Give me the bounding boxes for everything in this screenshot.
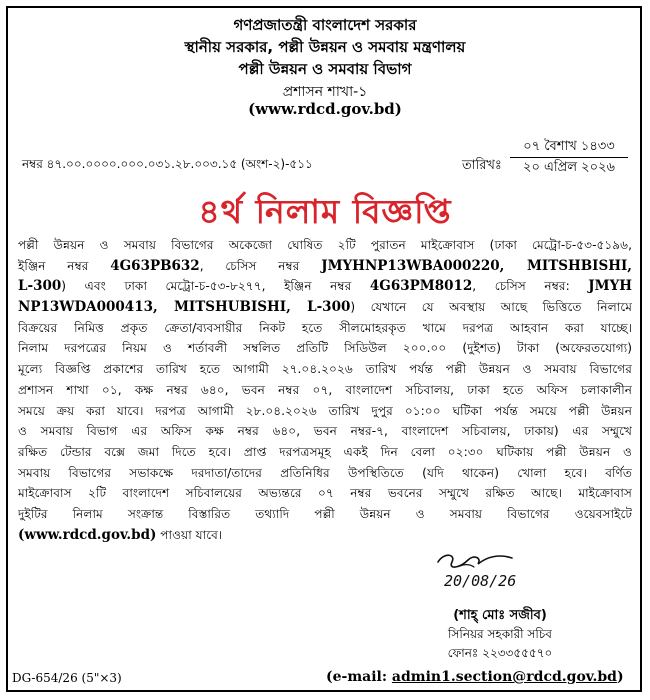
body-line: সমবায় বিভাগের সভাকক্ষে দরদাতা/তাদের প্রতিনিধির উপস্থিতিতে (যদি থাকেন) খোলা হবে। বর্ণিত — [18, 465, 632, 480]
body-line: মূল্যে বিজ্ঞপ্তি প্রকাশের তারিখ হতে আগামী ২৭.০৪.২০২৬ তারিখ পর্যন্ত পল্লী উন্নয়ন ও সমবায় বিভাগের — [18, 362, 632, 377]
body-line: দুইটির নিলাম সংক্রান্ত বিস্তারিত তথ্যাদি পল্লী উন্নয়ন ও সমবায় বিভাগের ওয়েবসাইটে — [18, 506, 632, 521]
signatory-designation: সিনিয়র সহকারী সচিব — [448, 627, 552, 641]
body-line: সময়ে ক্রয় করা যাবে। দরপত্র আগামী ২৮.০৪.২০২৬ তারিখ দুপুর ০১:০০ ঘটিকা পর্যন্ত সময়ে পল্লী উন্নয়ন — [18, 403, 632, 418]
signatory-phone: ফোনঃ ২২৩৩৫৫৫৭০ — [447, 646, 553, 660]
reference-number: নম্বর ৪৭.০০.০০০০.০০০.০৩১.২৮.০০৩.১৫ (অংশ-২)-৫১১ — [22, 157, 313, 171]
body-line: (www.rdcd.gov.bd) পাওয়া যাবে। — [18, 526, 223, 543]
signatory-name: (শাহ্ মোঃ সজীব) — [453, 608, 547, 623]
signature-date: 20/08/26 — [444, 572, 517, 590]
date-label: তারিখঃ — [462, 158, 502, 173]
body-line: রক্ষিত টেন্ডার বক্সে জমা দিতে হবে। প্রাপ্ত দরপত্রসমূহ একই দিন বেলা ০২:৩০ ঘটিকায় পল্লী উন্নয়ন ও — [18, 444, 632, 459]
email-link[interactable]: admin1.section@rdcd.gov.bd — [391, 669, 617, 685]
contact-email: (e-mail: admin1.section@rdcd.gov.bd) — [326, 669, 624, 685]
body-line: L-300) এবং ঢাকা মেট্রো-চ-৫৩-৮২৭৭, ইঞ্জিন নম্বর 4G63PM8012, চেসিস নম্বর: JMYH — [18, 278, 632, 295]
body-line: প্রশাসন শাখা ০১, কক্ষ নম্বর ৬৪০, ভবন নম্বর ০৭, বাংলাদেশ সচিবালয়, ঢাকা হতে অফিস চলাকালীন — [18, 382, 632, 397]
body-line: নিলাম দরপত্রের নিয়ম ও শর্তাবলী সম্বলিত প্রতিটি সিডিউল ২০০.০০ (দুইশত) টাকা (অফেরতযোগ্য) — [18, 341, 632, 356]
notice-body — [18, 235, 632, 545]
body-line: মাইক্রোবাস ২টি বাংলাদেশ সচিবালয়ের অভ্যন্তরে ০৭ নম্বর ভবনের সম্মুখে রক্ষিত আছে। মাইক্রোবাস — [18, 486, 632, 501]
notice-title: ৪র্থ নিলাম বিজ্ঞপ্তি — [198, 192, 452, 231]
body-line: NP13WDA000413, MITSHUBISHI, L-300) যেখানে যে অবস্থায় আছে ভিত্তিতে নিলামে — [18, 299, 632, 316]
date-gregorian: ২০ এপ্রিল ২০২৬ — [523, 160, 615, 175]
branch-heading: প্রশাসন শাখা-১ — [282, 84, 368, 100]
website-heading: (www.rdcd.gov.bd) — [248, 100, 402, 118]
division-heading: পল্লী উন্নয়ন ও সমবায় বিভাগ — [238, 60, 412, 78]
date-box — [510, 138, 628, 177]
date-divider — [510, 157, 628, 158]
government-heading: গণপ্রজাতন্ত্রী বাংলাদেশ সরকার — [233, 16, 417, 34]
body-line: ও সমবায় বিভাগ এর অফিস কক্ষ নম্বর ৬৪০, ভবন নম্বর-৭, বাংলাদেশ সচিবালয়, ঢাকায়) এর সম্মুখে — [18, 424, 632, 439]
body-line: ইঞ্জিন নম্বর 4G63PB632, চেসিস নম্বর JMYHNP13WBA000220, MITSHBISHI, — [18, 257, 632, 274]
signature-image — [430, 548, 550, 593]
date-bangla: ০৭ বৈশাখ ১৪৩৩ — [523, 139, 615, 154]
body-line: পল্লী উন্নয়ন ও সমবায় বিভাগের অকেজো ঘোষিত ২টি পুরাতন মাইক্রোবাস (ঢাকা মেট্রো-চ-৫৩-৫১৯৬, — [18, 238, 632, 252]
ministry-heading: স্থানীয় সরকার, পল্লী উন্নয়ন ও সমবায় মন্ত্রণালয় — [184, 38, 466, 56]
dg-code: DG-654/26 (5"×3) — [12, 671, 122, 685]
body-line: বিক্রয়ের নিমিত্ত প্রকৃত ক্রেতা/ব্যবসায়ীর নিকট হতে সীলমোহরকৃত খামে দরপত্র আহবান করা যাচ্ছে। — [18, 320, 632, 335]
